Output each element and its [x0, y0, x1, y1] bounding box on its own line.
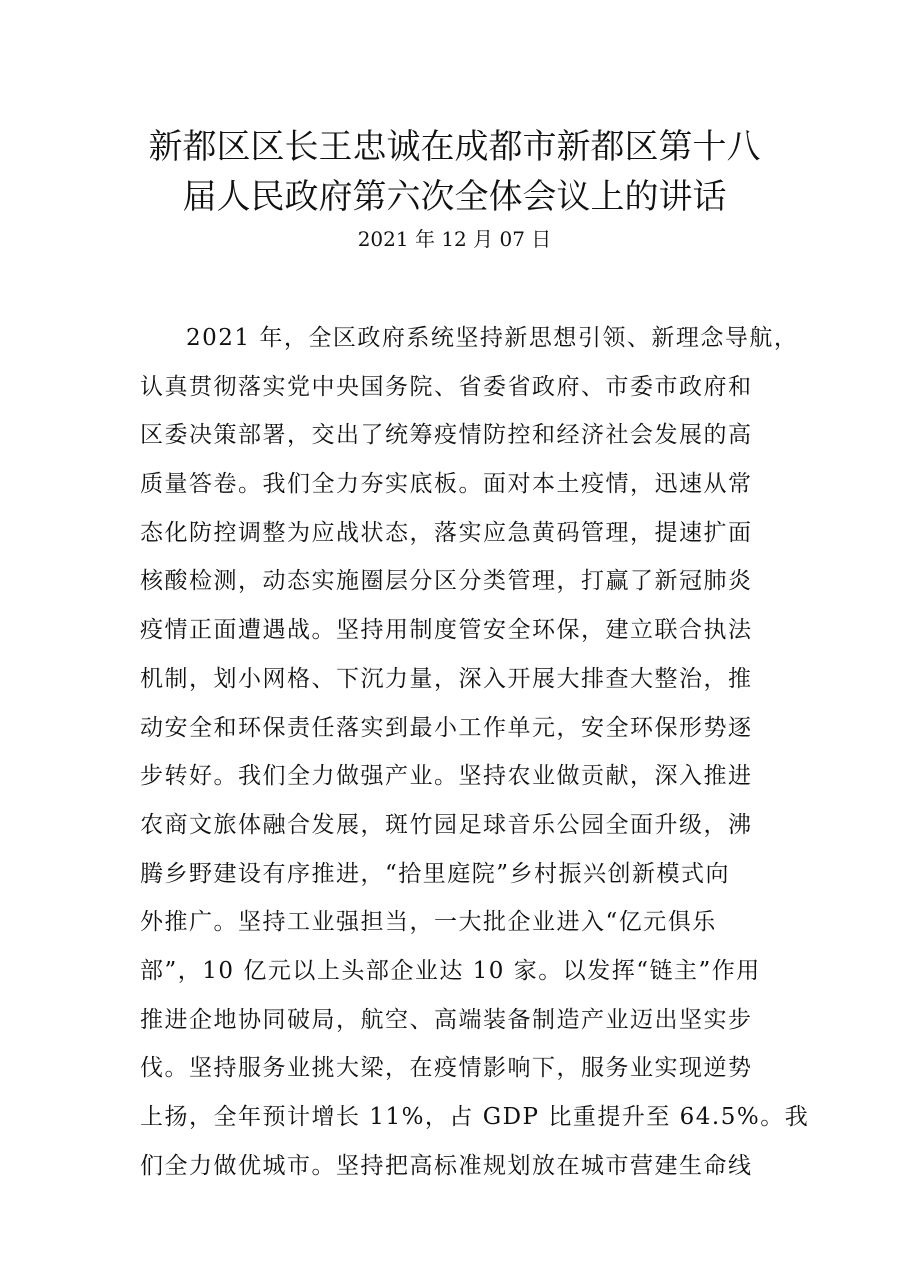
text-line: 核酸检测，动态实施圈层分区分类管理，打赢了新冠肺炎 [140, 568, 753, 595]
text-line: 动安全和环保责任落实到最小工作单元，安全环保形势逐 [140, 714, 753, 741]
text-line: 疫情正面遭遇战。坚持用制度管安全环保，建立联合执法 [140, 617, 753, 644]
document-title [130, 122, 779, 222]
text-line: 腾乡野建设有序推进，“拾里庭院”乡村振兴创新模式向 [140, 860, 731, 887]
text-line: 伐。坚持服务业挑大梁，在疫情影响下，服务业实现逆势 [140, 1055, 753, 1082]
body-paragraph [140, 320, 810, 1196]
text-line: 推进企地协同破局，航空、高端装备制造产业迈出坚实步 [140, 1006, 753, 1033]
text-line: 质量答卷。我们全力夯实底板。面对本土疫情，迅速从常 [140, 471, 753, 498]
text-line: 们全力做优城市。坚持把高标准规划放在城市营建生命线 [140, 1152, 753, 1179]
text-line: 区委决策部署，交出了统筹疫情防控和经济社会发展的高 [140, 422, 753, 449]
document-date: 2021 年 12 月 07 日 [357, 227, 552, 251]
text-line: 机制，划小网格、下沉力量，深入开展大排查大整治，推 [140, 665, 753, 692]
text-line: 认真贯彻落实党中央国务院、省委省政府、市委市政府和 [140, 373, 753, 400]
title-line-2: 届人民政府第六次全体会议上的讲话 [182, 177, 727, 217]
title-line-1: 新都区区长王忠诚在成都市新都区第十八 [148, 127, 761, 167]
text-line: 农商文旅体融合发展，斑竹园足球音乐公园全面升级，沸 [140, 811, 753, 838]
text-line: 外推广。坚持工业强担当，一大批企业进入“亿元俱乐 [140, 909, 717, 936]
text-line: 步转好。我们全力做强产业。坚持农业做贡献，深入推进 [140, 763, 753, 790]
text-line: 2021 年，全区政府系统坚持新思想引领、新理念导航， [186, 325, 799, 351]
text-line: 态化防控调整为应战状态，落实应急黄码管理，提速扩面 [140, 519, 753, 546]
text-line: 上扬，全年预计增长 11%，占 GDP 比重提升至 64.5%。我 [140, 1104, 810, 1130]
text-line: 部”，10 亿元以上头部企业达 10 家。以发挥“链主”作用 [140, 957, 761, 984]
